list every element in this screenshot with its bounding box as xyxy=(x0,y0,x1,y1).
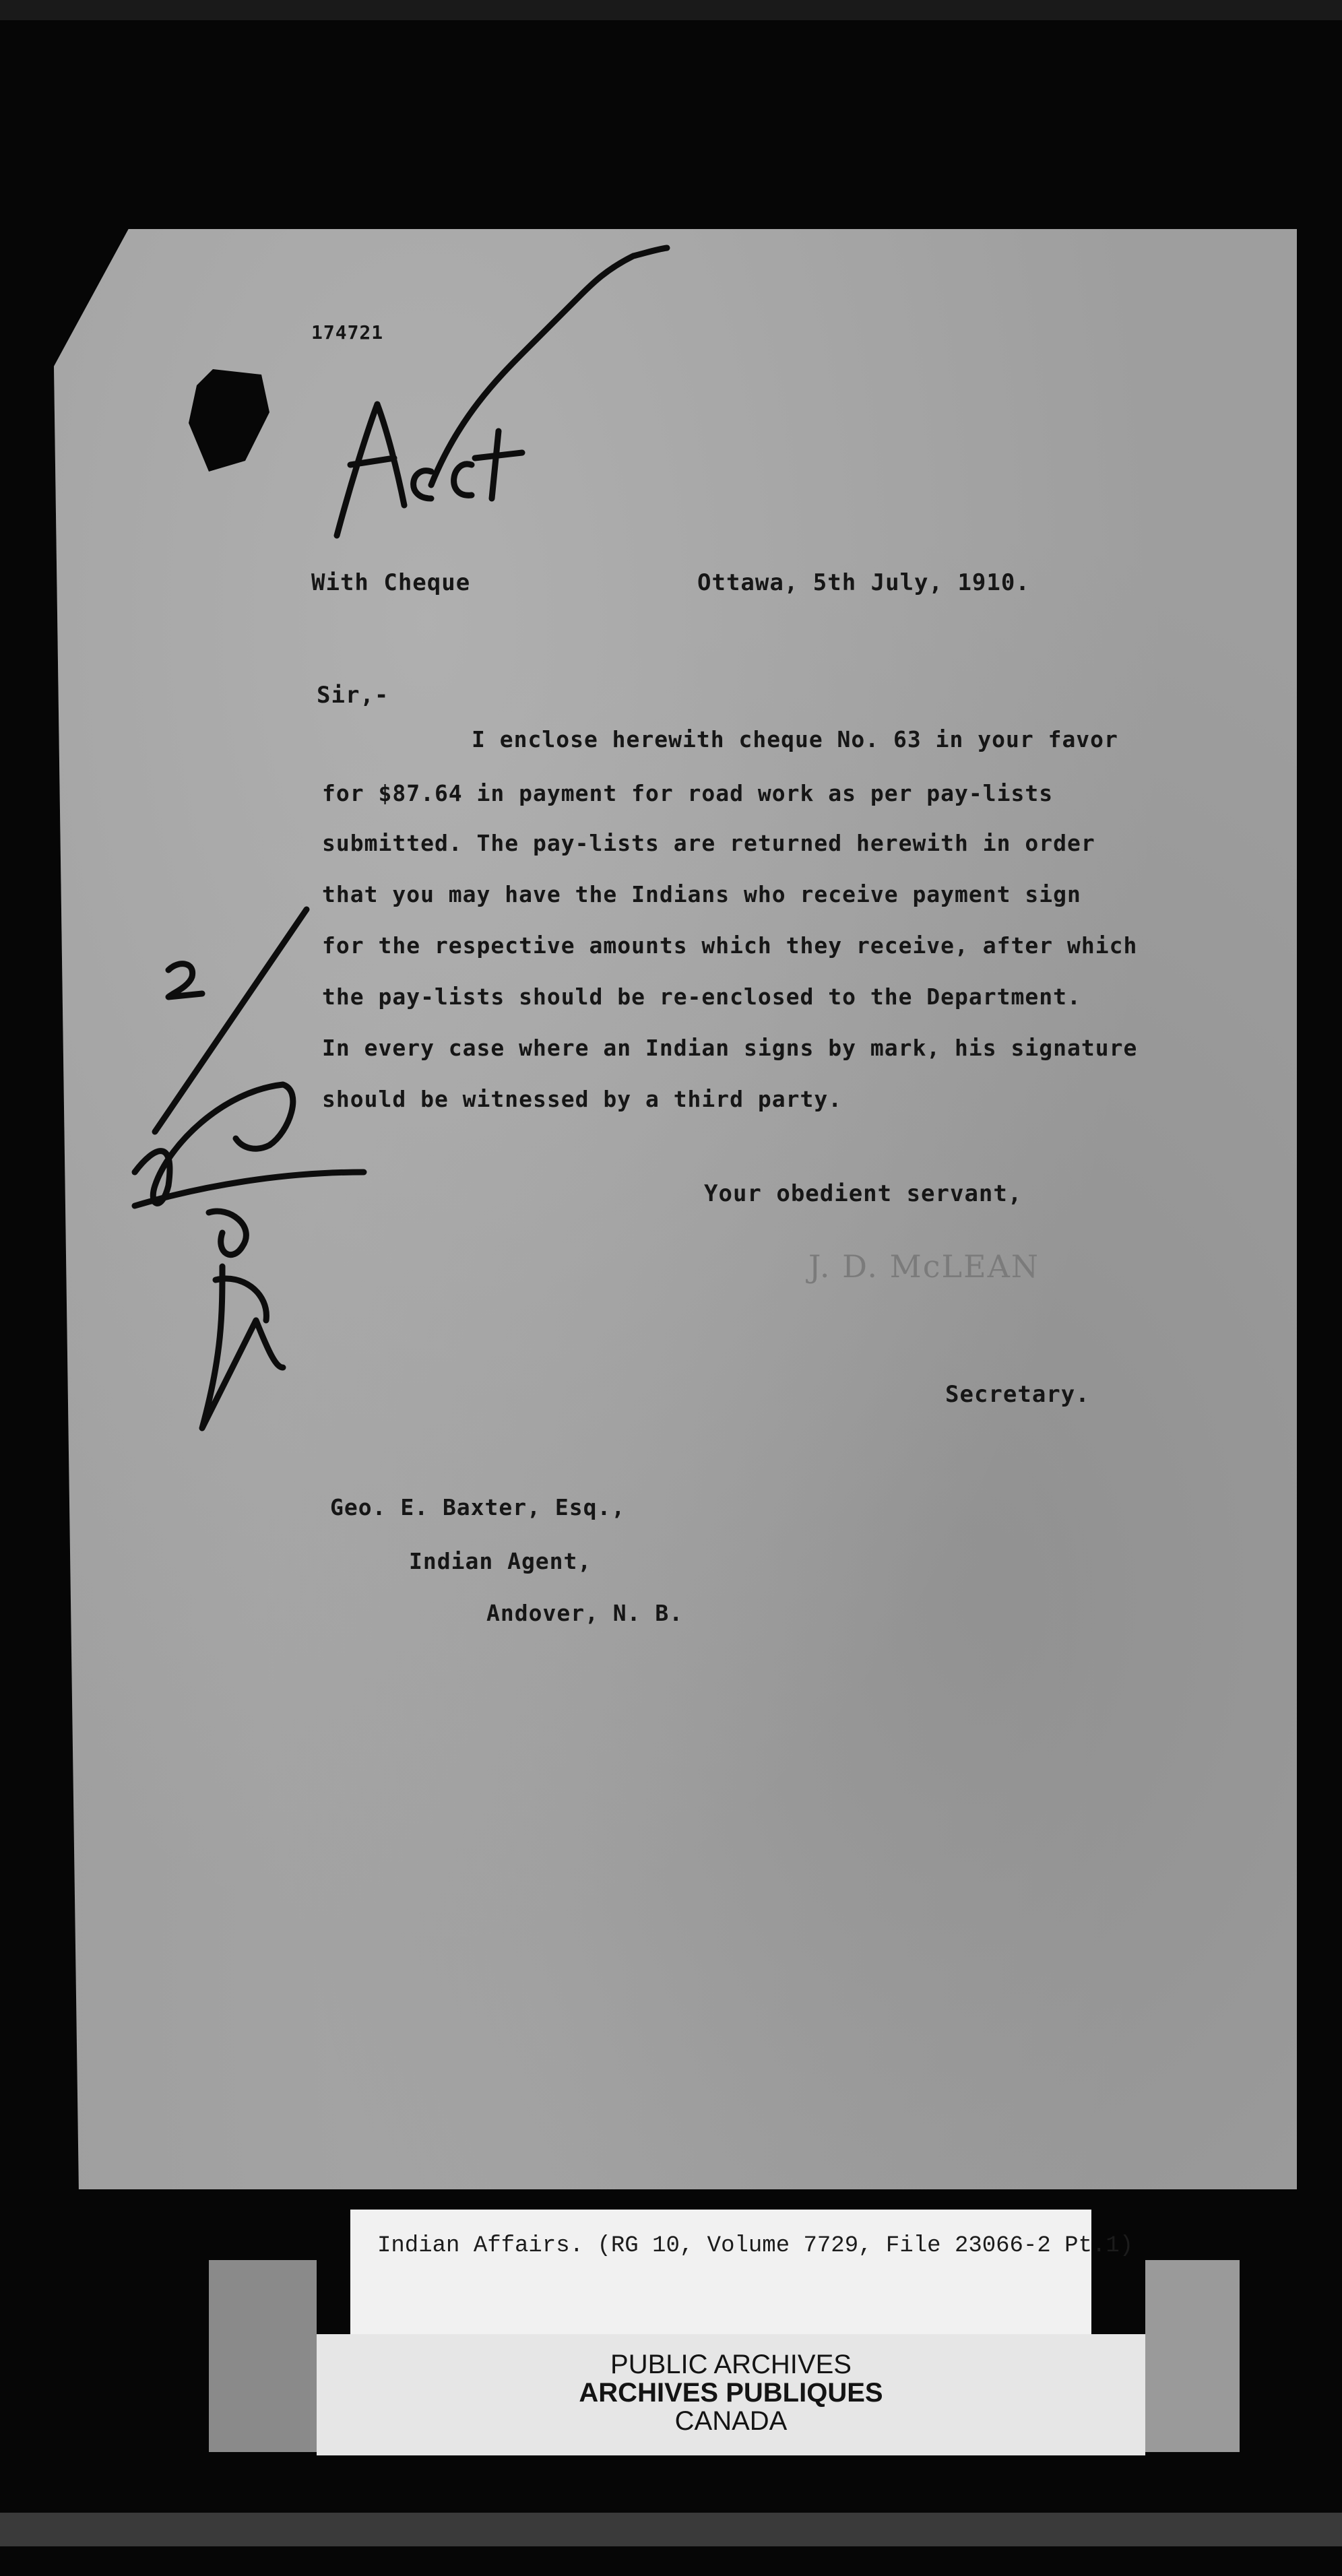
stamp-line-en: PUBLIC ARCHIVES xyxy=(610,2350,852,2379)
archive-reference: Indian Affairs. (RG 10, Volume 7729, File 23066-2 Pt.1) xyxy=(377,2233,1134,2259)
addressee-name: Geo. E. Baxter, Esq., xyxy=(330,1494,626,1520)
film-strip-right xyxy=(1145,2260,1240,2452)
file-number: 174721 xyxy=(311,321,384,344)
film-edge-bottom xyxy=(0,2513,1342,2546)
addressee-title: Indian Agent, xyxy=(409,1548,592,1574)
film-strip-left xyxy=(209,2260,317,2452)
margin-slash xyxy=(155,909,307,1132)
signature-stamp: J. D. McLEAN xyxy=(808,1248,1040,1285)
archive-reference-label xyxy=(350,2210,1091,2338)
body-line: for $87.64 in payment for road work as per pay-lists xyxy=(322,780,1054,806)
body-line: that you may have the Indians who receive payment sign xyxy=(322,881,1081,907)
addressee-location: Andover, N. B. xyxy=(486,1600,684,1626)
stamp-line-fr: ARCHIVES PUBLIQUES xyxy=(579,2378,883,2408)
initials-scribble-lower xyxy=(202,1211,283,1428)
salutation: Sir,- xyxy=(317,682,389,709)
signatory-title: Secretary. xyxy=(945,1381,1090,1408)
initials-scribble-upper xyxy=(135,1085,364,1206)
handwriting-settled xyxy=(431,248,667,485)
body-line: In every case where an Indian signs by mark, his signature xyxy=(322,1035,1138,1061)
body-line: for the respective amounts which they receive, after which xyxy=(322,932,1138,959)
handwriting-acct xyxy=(337,404,522,536)
body-line: the pay-lists should be re-enclosed to the Department. xyxy=(322,984,1081,1010)
body-line: submitted. The pay-lists are returned herewith in order xyxy=(322,830,1095,856)
body-line: should be witnessed by a third party. xyxy=(322,1086,843,1112)
closing: Your obedient servant, xyxy=(704,1180,1023,1207)
stamp-line-country: CANADA xyxy=(674,2406,788,2436)
enclosure-note: With Cheque xyxy=(311,569,471,596)
letter-date: Ottawa, 5th July, 1910. xyxy=(697,569,1030,596)
body-line: I enclose herewith cheque No. 63 in your favor xyxy=(472,726,1118,752)
handwriting-margin-two xyxy=(168,964,202,997)
